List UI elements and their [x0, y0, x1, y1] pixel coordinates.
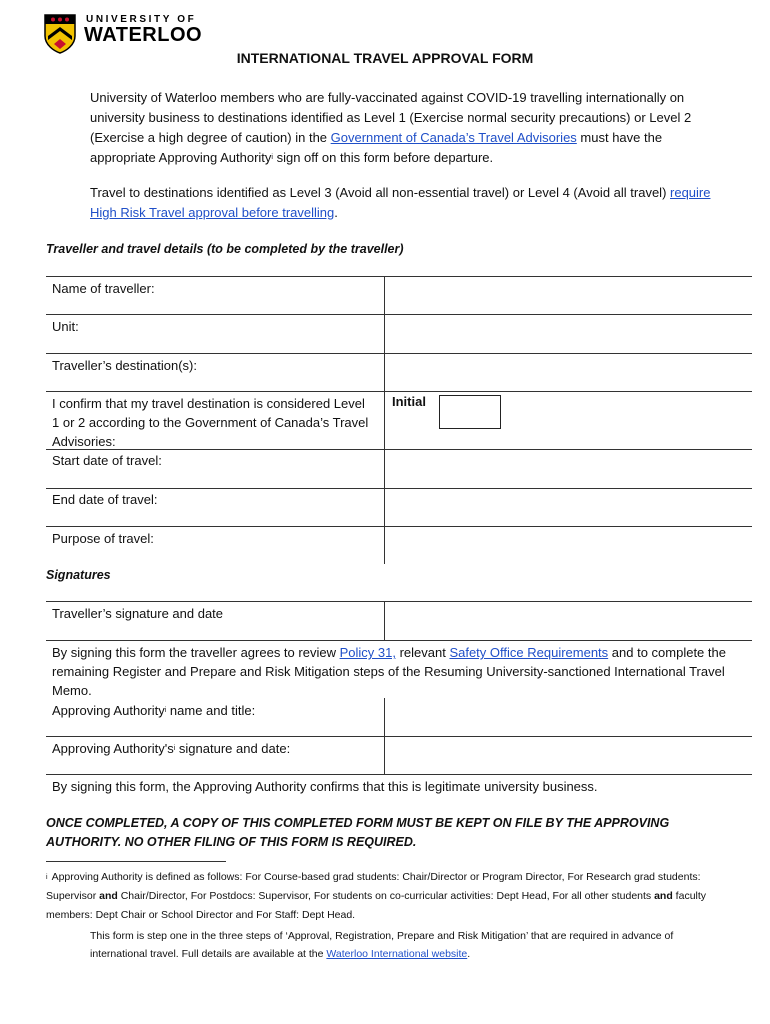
approver-name-text: name and title: — [166, 703, 256, 718]
name-of-traveller-label: Name of traveller: — [52, 281, 155, 296]
table-divider — [46, 353, 752, 354]
agreement-text: relevant — [395, 645, 450, 660]
intro-text: must have the appropriate Approving Authority — [90, 130, 663, 165]
footnote-marker: i — [46, 874, 48, 881]
table-column-divider — [384, 601, 385, 640]
table-divider — [46, 774, 752, 775]
table-divider — [46, 314, 752, 315]
confirm-level-label: I confirm that my travel destination is considered Level 1 or 2 according to the Government of Canada’s Travel Advisories: — [52, 396, 369, 449]
agreement-text: and to complete the remaining Register and Prepare and Risk Mitigation steps of the Resuming University-sanctioned International Travel Memo. — [52, 645, 726, 698]
intro-text: Travel to destinations identified as Level 3 (Avoid all non-essential travel) or Level 4 (Avoid all travel) — [90, 185, 671, 200]
intro-paragraph-1 — [90, 88, 730, 168]
intro-text: sign off on this form before departure. — [272, 150, 494, 165]
destination-label: Traveller’s destination(s): — [52, 358, 197, 373]
footnote-and: and — [99, 890, 118, 902]
note-text: . — [467, 948, 471, 960]
safety-office-link[interactable]: Safety Office Requirements — [449, 645, 609, 660]
initial-field[interactable] — [439, 395, 501, 429]
footnote-and: and — [654, 890, 673, 902]
filing-warning: ONCE COMPLETED, A COPY OF THIS COMPLETED FORM MUST BE KEPT ON FILE BY THE APPROVING AUTHORITY. NO OTHER FILING OF THIS FORM IS REQUIRED. — [46, 816, 670, 849]
approver-name-text: Approving Authority — [52, 703, 165, 718]
logo-university-of: UNIVERSITY OF — [86, 14, 197, 25]
unit-label: Unit: — [52, 319, 79, 334]
approver-sig-text: signature and date: — [175, 741, 291, 756]
initial-label: Initial — [392, 394, 426, 409]
purpose-label: Purpose of travel: — [52, 531, 154, 546]
table-divider — [46, 276, 752, 277]
step-note — [90, 927, 730, 963]
table-divider — [46, 526, 752, 527]
footnote-ref: i — [164, 707, 167, 714]
shield-icon — [44, 14, 76, 54]
footnote-text: Approving Authority is defined as follows: For Course-based grad students: Chair/Director or Program Director, For Research grad students: Supervisor — [46, 871, 701, 902]
end-date-label: End date of travel: — [52, 492, 158, 507]
footnote-ref: i — [173, 745, 176, 752]
waterloo-international-link[interactable]: Waterloo International website — [326, 948, 468, 960]
start-date-label: Start date of travel: — [52, 453, 162, 468]
travel-advisories-link[interactable]: Government of Canada’s Travel Advisories — [330, 130, 577, 145]
table-divider — [46, 601, 752, 602]
policy-31-link[interactable]: Policy 31, — [339, 645, 396, 660]
footnote-text: Chair/Director, For Postdocs: Supervisor, For students on co-curricular activities: Dept Head, For all other students — [117, 890, 655, 902]
table-divider — [46, 391, 752, 392]
intro-text: . — [334, 205, 338, 220]
traveller-section-heading: Traveller and travel details (to be completed by the traveller) — [46, 242, 404, 256]
note-text: This form is step one in the three steps of ‘Approval, Registration, Prepare and Risk Mitigation’ that are required in advance of international travel. Full details are available at the — [90, 930, 674, 960]
logo-waterloo: WATERLOO — [84, 24, 203, 46]
agreement-text: By signing this form the traveller agrees to review — [52, 645, 340, 660]
table-divider — [46, 736, 752, 737]
table-column-divider — [384, 276, 385, 564]
intro-text: University of Waterloo members who are fully-vaccinated against COVID-19 travelling internationally on university business to destinations identified as Level 1 (Exercise normal security precautions) or Level 2 (Exercise a high degree of caution) in the — [90, 90, 692, 145]
table-divider — [46, 488, 752, 489]
approver-signature-label — [52, 739, 372, 758]
traveller-agreement-text — [52, 643, 742, 700]
approver-sig-text: Approving Authority's — [52, 741, 174, 756]
footnote-text: faculty members: Dept Chair or School Director and For Staff: Dept Head. — [46, 890, 707, 921]
table-column-divider — [384, 698, 385, 774]
approver-name-label — [52, 701, 372, 720]
approver-confirm-text: By signing this form, the Approving Authority confirms that this is legitimate university business. — [52, 779, 598, 794]
footnote-divider — [46, 861, 226, 862]
signatures-heading: Signatures — [46, 568, 111, 582]
intro-paragraph-2 — [90, 183, 730, 223]
traveller-signature-label: Traveller’s signature and date — [52, 606, 224, 621]
high-risk-travel-link[interactable]: require High Risk Travel approval before travelling — [90, 185, 711, 220]
footnote-ref: i — [271, 154, 273, 161]
form-title: INTERNATIONAL TRAVEL APPROVAL FORM — [236, 50, 534, 66]
footnote — [46, 868, 726, 925]
table-divider — [46, 640, 752, 641]
